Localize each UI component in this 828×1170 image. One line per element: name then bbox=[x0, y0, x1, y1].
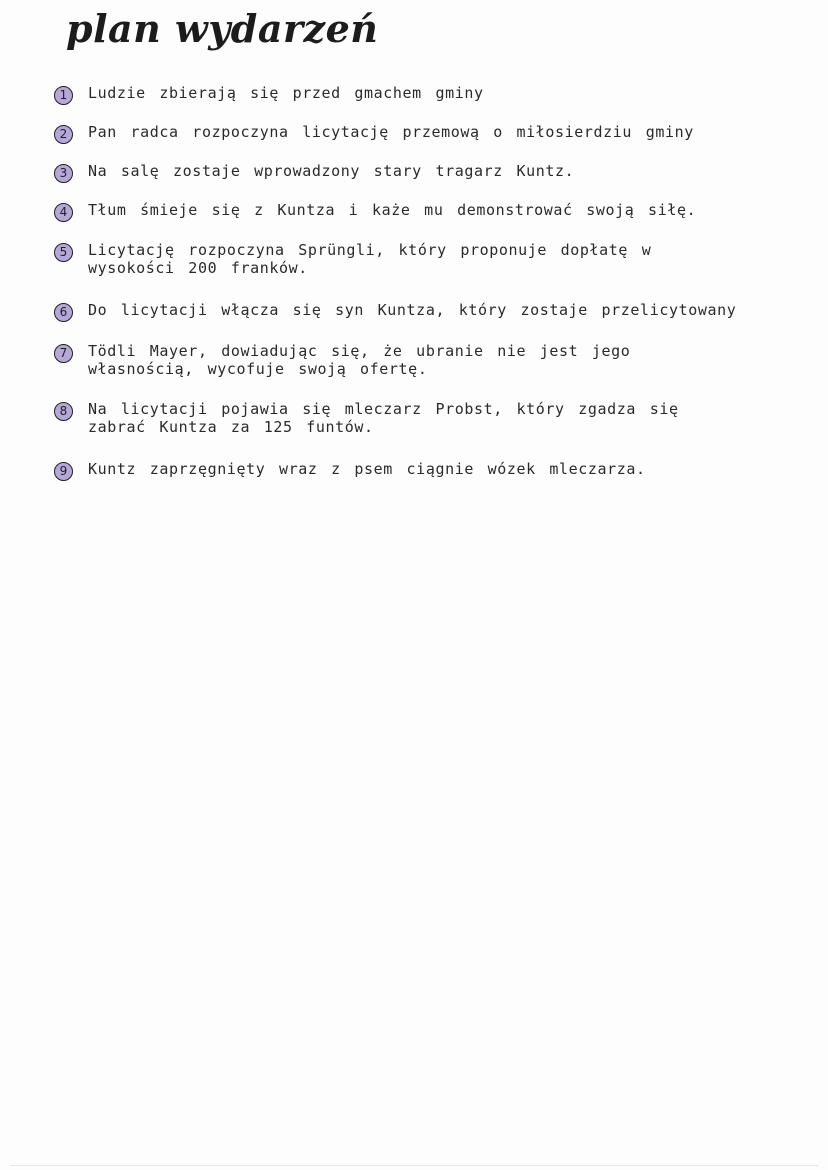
event-number-badge: 8 bbox=[54, 402, 73, 421]
event-text: Na licytacji pojawia się mleczarz Probst, który zgadza się zabrać Kuntza za 125 funtów. bbox=[88, 400, 679, 436]
event-number-badge: 1 bbox=[54, 86, 73, 105]
page-title: plan wydarzeń bbox=[66, 6, 379, 51]
event-number-badge: 5 bbox=[54, 243, 73, 262]
event-text: Na salę zostaje wprowadzony stary tragarz Kuntz. bbox=[88, 162, 575, 180]
event-number-badge: 7 bbox=[54, 344, 73, 363]
page-bottom-edge bbox=[10, 1165, 818, 1166]
event-text: Tłum śmieje się z Kuntza i każe mu demonstrować swoją siłę. bbox=[88, 201, 697, 219]
event-text: Licytację rozpoczyna Sprüngli, który proponuje dopłatę w wysokości 200 franków. bbox=[88, 241, 652, 277]
event-number-badge: 6 bbox=[54, 303, 73, 322]
event-text: Do licytacji włącza się syn Kuntza, który zostaje przelicytowany bbox=[88, 301, 737, 319]
event-number-badge: 2 bbox=[54, 125, 73, 144]
event-text: Pan radca rozpoczyna licytację przemową o miłosierdziu gminy bbox=[88, 123, 694, 141]
event-number-badge: 9 bbox=[54, 462, 73, 481]
event-text: Ludzie zbierają się przed gmachem gminy bbox=[88, 84, 484, 102]
event-number-badge: 4 bbox=[54, 203, 73, 222]
event-text: Kuntz zaprzęgnięty wraz z psem ciągnie wózek mleczarza. bbox=[88, 460, 646, 478]
event-number-badge: 3 bbox=[54, 164, 73, 183]
event-text: Tödli Mayer, dowiadując się, że ubranie nie jest jego własnością, wycofuje swoją ofertę. bbox=[88, 342, 631, 378]
